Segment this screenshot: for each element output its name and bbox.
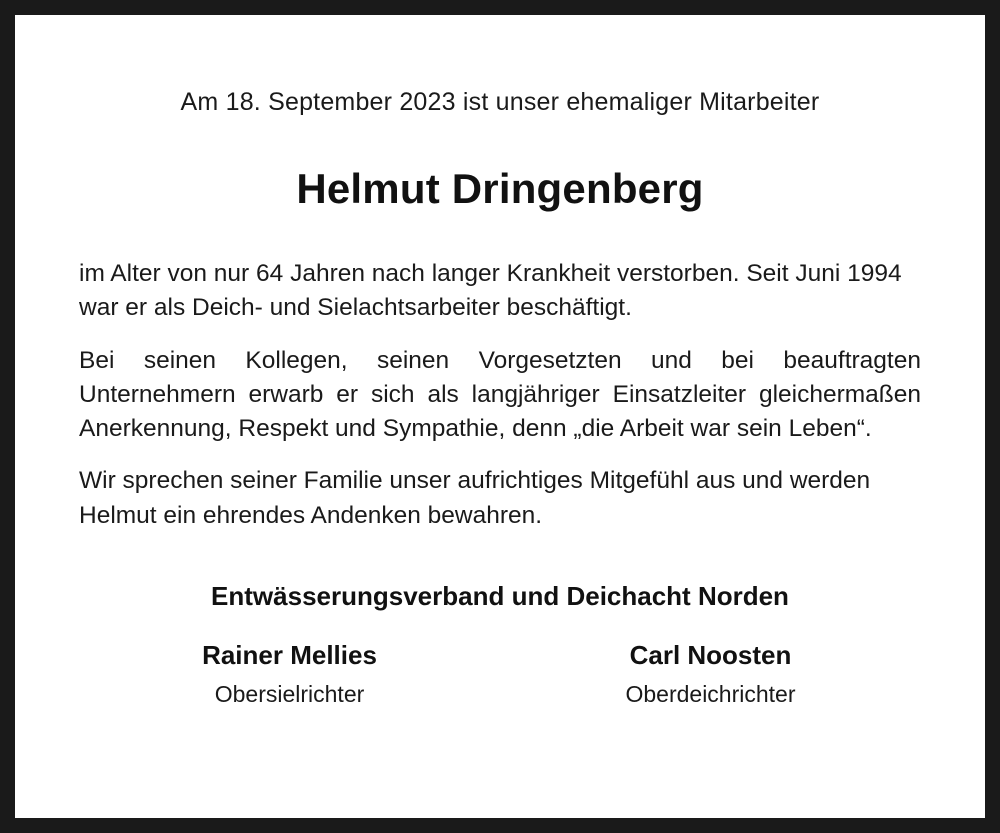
signatory-second: [500, 638, 921, 712]
signatory-name: Rainer Mellies: [202, 640, 377, 671]
signatory-role: Oberdeichrichter: [625, 681, 796, 708]
signatory-name: Carl Noosten: [629, 640, 792, 671]
paragraph-2: Bei seinen Kollegen, seinen Vorgesetzten und bei beauftragten Unternehmern erwarb er sich als langjähriger Einsatzleiter gleichermaßen Anerkennung, Respekt und Sympathie, denn „die Arbeit war sein Leben“.: [79, 346, 921, 443]
paragraph-3: Wir sprechen seiner Familie unser aufrichtiges Mitgefühl aus und werden Helmut ein ehrendes Andenken bewahren.: [79, 467, 871, 529]
signatory-role: Obersielrichter: [214, 681, 365, 708]
paragraph-1: im Alter von nur 64 Jahren nach langer Krankheit verstorben. Seit Juni 1994 war er als Deich- und Sielachtsarbeiter beschäftigt.: [79, 260, 902, 322]
deceased-name: Helmut Dringenberg: [296, 165, 704, 212]
signatories: [79, 638, 921, 712]
obituary-card: [15, 15, 985, 818]
intro-line: Am 18. September 2023 ist unser ehemaliger Mitarbeiter: [180, 88, 820, 116]
organization-name: Entwässerungsverband und Deichacht Norden: [211, 581, 789, 612]
signatory-first: [79, 638, 500, 712]
